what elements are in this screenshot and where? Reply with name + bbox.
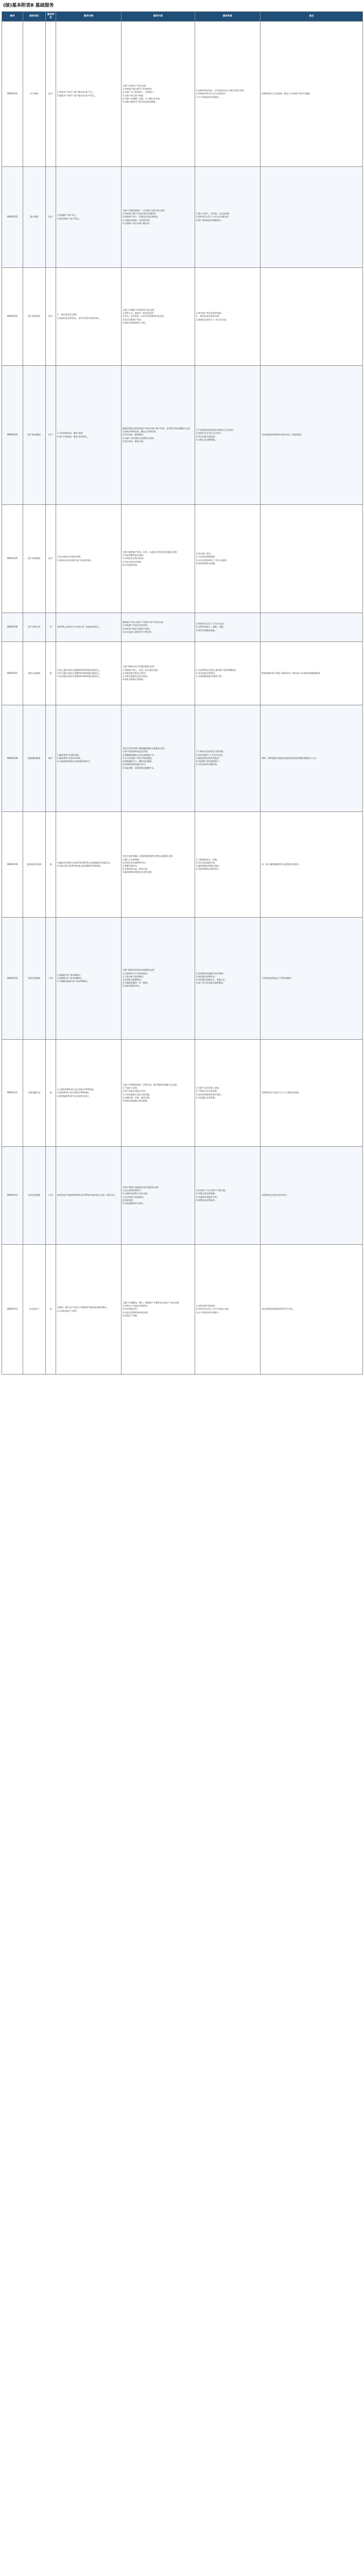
row-content — [122, 705, 195, 812]
row-content — [122, 812, 195, 918]
row-code-text: 08010111 — [7, 1091, 18, 1094]
table-row — [2, 268, 363, 366]
row-code — [2, 167, 23, 268]
row-note-text: 佣金收取标准不得低于服务成本,不得以低于成本的价格提供服务。 — [262, 671, 322, 674]
row-note — [261, 268, 363, 366]
row-code-text: 08010102 — [7, 215, 18, 218]
row-service-name-text: 委托交易服务 — [28, 671, 41, 674]
row-unit-text: 笔 — [49, 1308, 52, 1311]
row-unit — [46, 1147, 56, 1245]
row-content-text: 为客户办理账户资料变更手续,包括: 1.联系方式、地址等一般信息变更; 2.姓名、证件类型、证件号码等重要信息变更; 3.银行结算账户变更; 4.变更后资料核验与归档。 — [123, 308, 165, 324]
row-unit — [46, 812, 56, 918]
row-price — [56, 167, 122, 268]
row-code-text: 08010103 — [7, 315, 18, 318]
row-standard-text: 1.材料审核严格规范; 2.材料齐全后5个工作日内提交申报; 3.过户结果及时告知客户。 — [196, 1304, 229, 1314]
row-code-text: 08010107 — [7, 671, 18, 674]
row-standard — [195, 505, 261, 613]
row-note — [261, 918, 363, 1040]
row-standard — [195, 1040, 261, 1147]
row-service-name — [23, 918, 46, 1040]
row-code-text: 08010108 — [7, 756, 18, 759]
row-price-text: 1.司法协助冻结、解冻:免费。 2.客户申请冻结、解冻:每次20元。 — [57, 432, 90, 438]
row-code — [2, 642, 23, 705]
row-price — [56, 505, 122, 613]
row-price — [56, 22, 122, 167]
row-standard-text: 1.投资顾问具备相应执业资格; 2.研究报告按期发布; 3.投资建议依据充分、客观公正; 4.客户适当性匹配后提供服务。 — [196, 972, 226, 985]
row-standard-text: 1.资料齐全后1个工作日内出具; 2.证明内容真实、准确、完整; 3.留存证明副本备查。 — [196, 622, 225, 632]
row-standard — [195, 918, 261, 1040]
row-content-text: 为客户代理销售基金、资管计划、银行理财等金融产品,包括: 1.产品准入审查; 2.客户风险承受能力评估; 3.产品风险揭示及适当性匹配; 4.办理认购、申购、赎回业务; 5.持续信息披露与售后服务。 — [123, 1083, 178, 1102]
row-price-text: 1.普通销户:每户5元。 2.转托管销户:每户10元。 — [57, 214, 81, 220]
row-note-text: 利率、费率根据市场情况及监管要求适时调整,调整前应公告。 — [262, 756, 318, 759]
row-unit — [46, 268, 56, 366]
row-standard — [195, 1245, 261, 1375]
row-price — [56, 705, 122, 812]
row-code-text: 08010106 — [7, 625, 18, 629]
row-content — [122, 1147, 195, 1245]
row-content — [122, 167, 195, 268]
row-content-text: 为客户办理继承、赠与、离婚财产分割等非交易过户业务,包括: 1.审核过户申请及证明材料; 2.核实权属关系; 3.向登记结算机构申报办理; 4.反馈过户结果。 — [123, 1301, 180, 1317]
row-service-name — [23, 505, 46, 613]
row-service-name-text: 非交易过户 — [29, 1308, 40, 1311]
row-service-name — [23, 812, 46, 918]
row-code — [2, 366, 23, 505]
row-content-text: 为资产管理产品提供证券托管服务,包括: 1.安全保管托管资产; 2.办理资金清算与证券交收; 3.会计核算与估值复核; 4.投资监督; 5.信息披露复核与报告。 — [123, 1185, 159, 1205]
table-row — [2, 505, 363, 613]
row-service-name — [23, 1147, 46, 1245]
row-content — [122, 1245, 195, 1375]
row-standard-text: 1.严格执行投资者适当性管理; 2.授信审批5个工作日内完成; 3.维持担保比例实时监控; 4.风险警示及时通知客户; 5.合同及资料完整归档。 — [196, 750, 224, 766]
table-row — [2, 812, 363, 918]
row-code — [2, 613, 23, 642]
row-standard-text: 1.核实客户身份; 2.当年资料即时提供; 3.以往年度资料3个工作日内提供; 4.查询结果真实准确。 — [196, 552, 227, 565]
row-content-text: 根据有权机关要求或客户申请,对客户账户资金、证券进行冻结或解冻,包括: 1.接收并审核冻结、解冻文书或申请; 2.执行冻结、解冻操作; 3.向客户及有权机关反馈执行结果; 4.登记冻结、解冻台账。 — [123, 427, 190, 443]
row-service-name-text: 代销金融产品 — [28, 1091, 41, 1094]
column-header-name: 服务项目 — [23, 12, 46, 22]
row-note — [261, 366, 363, 505]
row-price-text: 1.融出资金利率:年化6.5%至8.5%,具体根据项目风险评定。 2.初始交易手续费:按初始交易金额的0.1%收取。 — [57, 861, 112, 867]
row-content — [122, 22, 195, 167]
row-service-name-text: 投资咨询服务 — [28, 976, 41, 979]
table-row — [2, 705, 363, 812]
table-row — [2, 167, 363, 268]
row-service-name — [23, 705, 46, 812]
row-unit-text: 笔 — [49, 1091, 52, 1094]
row-price-text: 1.基础版:每户每年600元。 2.高级版:每户每年1800元。 3.专属顾问服务:每户每年6000元。 — [57, 973, 90, 983]
column-header-standard: 服务标准 — [195, 12, 261, 22]
row-price — [56, 642, 122, 705]
row-code-text: 08010113 — [7, 1308, 18, 1311]
fee-table — [2, 11, 363, 1375]
row-service-name-text: 开户服务 — [30, 92, 39, 95]
row-code-text: 08010101 — [7, 92, 18, 95]
fee-table-body — [2, 22, 363, 1375]
row-unit-text: 户/年 — [48, 976, 54, 979]
row-note — [261, 1245, 363, 1375]
row-standard-text: 1.交易系统运行稳定,委托指令及时准确报送; 2.成交回报实时推送; 3.交易数据准确,差错率为零。 — [196, 668, 237, 678]
row-price-text: 每份20元,同时开具多份的,第二份起每份10元。 — [57, 625, 101, 629]
row-service-name-text: 账户查询服务 — [28, 557, 41, 560]
row-service-name-text: 证券托管服务 — [28, 1194, 41, 1197]
row-note-text: 登记结算机构收取的费用另行代收。 — [262, 1308, 294, 1311]
row-price — [56, 268, 122, 366]
row-unit — [46, 918, 56, 1040]
row-code-text: 08010105 — [7, 557, 18, 560]
row-content-text: 为客户提供证券投资咨询服务,包括: 1.宏观经济与行业研究报告; 2.个股分析与投资建议; 3.投资组合配置建议; 4.专属投资顾问一对一服务; 5.投资者教育活动。 — [123, 969, 155, 988]
row-unit-text: 笔 — [49, 862, 52, 866]
row-code-text: 08010112 — [7, 1194, 18, 1197]
row-service-name-text: 股票质押式回购 — [27, 862, 42, 866]
row-standard — [195, 642, 261, 705]
row-content-text: 为客户办理开户手续,包括: 1.审核客户提交的开户申请材料; 2.为客户开立资金账户、证券账户; 3.为客户建立客户档案; 4.为客户办理账户关联、开户确认等手续; 5.向客户提供开户相关信息查询服务。 — [123, 84, 161, 103]
column-header-price: 服务价格 — [56, 12, 122, 22]
row-content — [122, 1040, 195, 1147]
row-standard-text: 1.核实客户身份及变更依据; 2.一般信息变更即时办理; 3.重要信息变更1个工作日内完成。 — [196, 312, 229, 321]
table-row — [2, 918, 363, 1040]
row-code-text: 08010110 — [7, 976, 18, 979]
table-row — [2, 1040, 363, 1147]
row-note-text: 收费标准由公司总部统一制定,分支机构不得自行调整。 — [262, 92, 312, 95]
row-price — [56, 918, 122, 1040]
row-unit — [46, 642, 56, 705]
row-content — [122, 505, 195, 613]
column-header-unit: 服务单位 — [46, 12, 56, 22]
row-price — [56, 366, 122, 505]
row-note — [261, 812, 363, 918]
row-price-text: 1.继承、赠与过户:按过户市值的0.1%收取,最低100元。 2.司法扣划过户:免费。 — [57, 1306, 109, 1312]
row-note — [261, 1147, 363, 1245]
row-code — [2, 22, 23, 167]
row-unit-text: 笔/户 — [48, 756, 54, 759]
row-note-text: 司法协助事项按照有关规定执行,不收取费用。 — [262, 433, 304, 436]
row-unit-text: 户/年 — [48, 1194, 54, 1197]
row-unit — [46, 366, 56, 505]
row-content — [122, 918, 195, 1040]
row-unit — [46, 1245, 56, 1375]
row-price-text: 1.网上委托:按成交金额的0.03%收取,最低5元。 2.柜台委托:按成交金额的0.05%收取,最低5元。 3.电话委托:按成交金额的0.04%收取,最低5元。 — [57, 668, 101, 678]
row-unit — [46, 505, 56, 613]
row-service-name — [23, 366, 46, 505]
table-row — [2, 366, 363, 505]
row-code — [2, 705, 23, 812]
row-code — [2, 268, 23, 366]
row-note-text: 代销费用由产品发行方与公司按协议结算。 — [262, 1091, 301, 1094]
row-service-name-text: 融资融券服务 — [28, 756, 41, 759]
row-note — [261, 167, 363, 268]
table-row — [2, 642, 363, 705]
row-price-text: 1.单笔开户:按开户客户数计收,每户1元。 2.批量开户:按开户客户数计收,每户0.5元。 — [57, 91, 97, 97]
row-unit — [46, 613, 56, 642]
row-content-text: 根据客户申请,为客户开具账户资产证明,包括: 1.审核客户申请及身份材料; 2.核对客户指定日期资产情况; 3.出具加盖公章的资产证明文件。 — [123, 621, 164, 633]
row-unit-text: 次/户 — [48, 92, 54, 95]
table-row — [2, 1147, 363, 1245]
row-code — [2, 1147, 23, 1245]
column-header-content: 服务内容 — [122, 12, 195, 22]
column-header-note: 备注 — [261, 12, 363, 22]
row-standard-text: 1.依据中国证监会、证券业协会及公司相关规定办理; 2.审核材料齐全后当日办理完毕; 3.开户资料妥善归档保存。 — [196, 89, 245, 98]
row-content-text: 为客户办理资金账户、证券账户注销手续,包括: 1.审核客户销户申请及身份证明材料; 2.核查账户资产、负债及在途业务情况; 3.办理资金划转、证券转托管; 4.注销账户并出具销户确认单。 — [123, 209, 165, 225]
table-row — [2, 22, 363, 167]
row-standard — [195, 22, 261, 167]
row-service-name-text: 资产证明开具 — [28, 625, 41, 629]
row-note-text: 具体费率在托管合同中约定。 — [262, 1194, 288, 1197]
row-unit-text: 次/户 — [48, 215, 54, 218]
row-standard — [195, 366, 261, 505]
row-price-text: 1.认购/申购费:按产品合同约定费率收取。 2.赎回费:按产品合同约定费率收取。 3.销售服务费:按产品合同约定执行。 — [57, 1088, 96, 1097]
row-price — [56, 812, 122, 918]
row-content — [122, 642, 195, 705]
row-standard-text: 1.托管资产与自有资产严格分离; 2.清算交收及时准确; 3.估值核对差错率为零; 4.按期出具托管报告。 — [196, 1189, 226, 1201]
row-note — [261, 1040, 363, 1147]
row-service-name — [23, 268, 46, 366]
row-code — [2, 812, 23, 918]
row-price — [56, 613, 122, 642]
row-code — [2, 1040, 23, 1147]
row-price — [56, 1040, 122, 1147]
column-header-code: 编号 — [2, 12, 23, 22]
row-price-text: 按托管资产净值的0.05%至0.25%/年收取,按日计提、按季支付。 — [57, 1194, 117, 1197]
row-standard — [195, 167, 261, 268]
row-unit-text: 笔 — [49, 671, 52, 674]
row-content-text: 为客户提供账户资金、证券、交易流水等信息查询服务,包括: 1.资金余额及流水查询; 2.证券持仓及变动查询; 3.历史交易记录查询; 4.出具查询证明。 — [123, 550, 178, 566]
row-service-name-text: 账户资料变更 — [28, 315, 41, 318]
row-service-name — [23, 167, 46, 268]
table-row — [2, 1245, 363, 1375]
row-unit — [46, 167, 56, 268]
row-price-text: 1.柜台查询当年资料:免费。 2.查询以往年度资料:每户每年度10元。 — [57, 555, 94, 562]
row-service-name — [23, 22, 46, 167]
row-content-text: 为符合条件的融入方提供股票质押式回购交易服务,包括: 1.融入方尽职调查; 2.标的证券及质押率评估; 3.签署业务协议; 4.办理初始交易、购回交易; 5.履约保障比例监控及违约处置。 — [123, 855, 174, 874]
row-standard — [195, 613, 261, 642]
row-unit — [46, 22, 56, 167]
row-note — [261, 505, 363, 613]
row-price — [56, 1147, 122, 1245]
row-unit-text: 次/户 — [48, 557, 54, 560]
row-note — [261, 613, 363, 642]
row-standard-text: 1.账户无资产、无负债、无在途业务; 2.资料齐全后2个工作日内办理完毕; 3.销户资料按规定期限保存。 — [196, 212, 230, 222]
row-code — [2, 505, 23, 613]
row-unit — [46, 1040, 56, 1147]
row-service-name-text: 销户服务 — [30, 215, 39, 218]
row-content — [122, 366, 195, 505]
row-service-name — [23, 1040, 46, 1147]
row-standard — [195, 812, 261, 918]
table-header-row — [2, 12, 363, 22]
row-code — [2, 1245, 23, 1375]
row-standard-text: 1.尽职调查充分、审慎; 2.项目审批流程合规; 3.履约保障比例逐日监控; 4.违约处置依法依约执行。 — [196, 858, 221, 871]
section-heading: (续)基本附表8 基础服务 — [3, 3, 54, 8]
row-price-text: 1.融资利率:年化8.35%。 2.融券费率:年化10.35%。 3.交易佣金按委托交易服务标准执行。 — [57, 753, 92, 763]
row-unit-text: 份 — [49, 625, 52, 629]
row-note — [261, 642, 363, 705]
row-content — [122, 268, 195, 366]
row-price — [56, 1245, 122, 1375]
row-code-text: 08010109 — [7, 862, 18, 866]
row-code-text: 08010104 — [7, 433, 18, 436]
row-unit-text: 次/户 — [48, 315, 54, 318]
row-content-text: 为客户提供证券买卖委托服务,包括: 1.受理客户网上、电话、柜台委托申报; 2.将委托指令报送交易所; 3.实时反馈委托及成交情况; 4.提供交割单打印服务。 — [123, 665, 159, 681]
row-service-name — [23, 613, 46, 642]
row-note — [261, 22, 363, 167]
row-note-text: 不得承诺投资收益,不得代客理财。 — [262, 976, 293, 979]
row-standard — [195, 705, 261, 812]
row-note-text: 单一客户融资规模须符合监管集中度要求。 — [262, 862, 301, 866]
row-standard-text: 1.代销产品均经准入审批; 2.严格执行适当性匹配; 3.双录等留痕要求落实到位; 4.交易确认及时准确。 — [196, 1087, 222, 1099]
row-standard — [195, 268, 261, 366]
row-code — [2, 918, 23, 1040]
row-standard — [195, 1147, 261, 1245]
row-unit — [46, 705, 56, 812]
row-content — [122, 613, 195, 642]
row-service-name — [23, 642, 46, 705]
table-row — [2, 613, 363, 642]
row-service-name-text: 账户冻结/解冻 — [27, 433, 41, 436]
row-service-name — [23, 1245, 46, 1375]
row-standard-text: 1.严格依照法律法规及有权机关文书执行; 2.收到合法文书后当日执行; 3.执行结果书面反馈; 4.台账记录完整准确。 — [196, 429, 234, 441]
row-content-text: 为符合条件的客户提供融资融券交易服务,包括: 1.客户资质审核及征信评级; 2.签署融资融券合同及风险揭示书; 3.开立信用账户并授予授信额度; 4.提供融资买入、融券卖出服务; 5.担保物管理及逐日盯市; 6.风险预警、追加担保及强制平仓。 — [123, 747, 165, 769]
row-price-text: 1.一般信息变更:免费。 2.重要信息变更(姓名、证件号码等):每次10元。 — [57, 313, 101, 319]
row-note — [261, 705, 363, 812]
row-unit-text: 次/户 — [48, 433, 54, 436]
